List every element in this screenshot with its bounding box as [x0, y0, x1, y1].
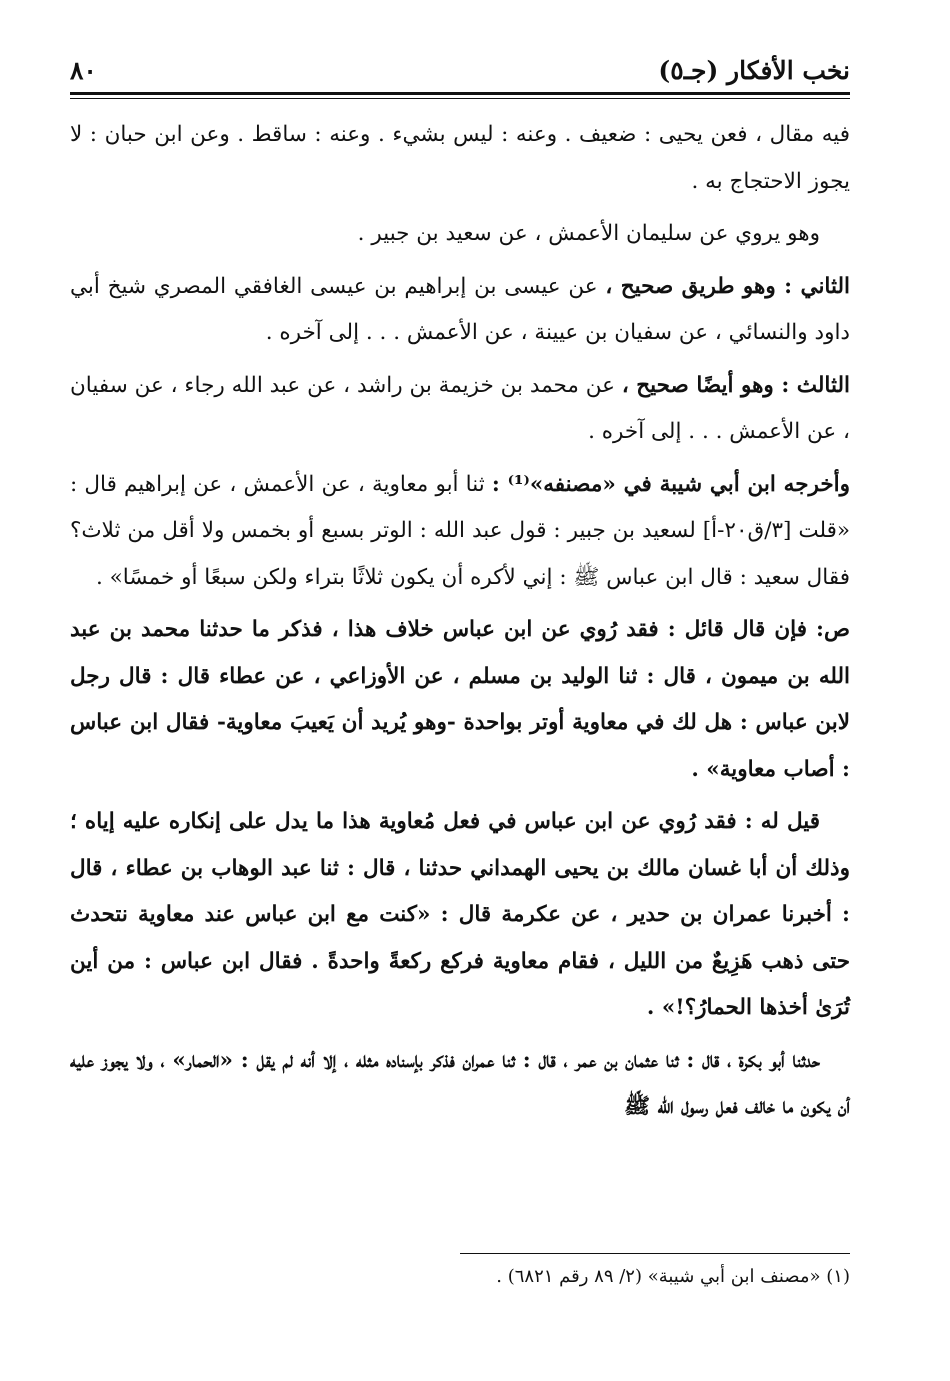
page-number: ٨٠ — [70, 56, 97, 85]
document-page — [70, 40, 850, 1340]
paragraph: الثالث : وهو أيضًا صحيح ، عن محمد بن خزيمة بن راشد ، عن عبد الله رجاء ، عن سفيان ، عن الأعمش . . . إلى آخره . — [70, 372, 850, 444]
paragraph: قيل له : فقد رُوي عن ابن عباس في فعل مُعاوية هذا ما يدل على إنكاره عليه إياه ؛ وذلك أن أبا غسان مالك بن يحيى الهمداني حدثنا ، قال : ثنا عبد الوهاب بن عطاء ، قال : أخبرنا عمران بن حدير ، عن عكرمة قال : «كنت مع ابن عباس عند معاوية نتحدث حتى ذهب هَزِيعٌ من الليل ، فقام معاوية فركع ركعةً واحدةً . فقال ابن عباس : من أين تُرَىٰ أخذها الحمارُ؟!» . — [70, 809, 850, 1020]
body-text — [70, 112, 850, 1137]
paragraph: فيه مقال ، فعن يحيى : ضعيف . وعنه : ليس بشيء . وعنه : ساقط . وعن ابن حبان : لا يجوز الاحتجاج به . — [70, 122, 850, 194]
paragraph: وأخرجه ابن أبي شيبة في «مصنفه»⁽¹⁾ : ثنا أبو معاوية ، عن الأعمش ، عن إبراهيم قال : «قلت [٣/ق٢٠-أ] لسعيد بن جبير : قول عبد الله : الوتر بسبع أو بخمس ولا أقل من ثلاث؟ فقال سعيد : قال ابن عباس ﷺ : إني لأكره أن يكون ثلاثًا بتراء ولكن سبعًا أو خمسًا» . — [70, 471, 851, 590]
paragraph: وهو يروي عن سليمان الأعمش ، عن سعيد بن جبير . — [357, 221, 820, 246]
header-rule — [70, 92, 850, 95]
paragraph: حدثنا أبو بكرة ، قال : ثنا عثمان بن عمر ، قال : ثنا عمران فذكر بإسناده مثله ، إلا أنه لم يقل : «الحمار» ، ولا يجوز عليه أن يكون ما خالف فعل رسول الله ﷺ — [70, 1047, 850, 1119]
paragraph: الثاني : وهو طريق صحيح ، عن عيسى بن إبراهيم بن عيسى الغافقي المصري شيخ أبي داود والنسائي ، عن سفيان بن عيينة ، عن الأعمش . . . إلى آخره . — [70, 273, 850, 345]
footnote: (١) «مصنف ابن أبي شيبة» (٢/ ٨٩ رقم ٦٨٢١) . — [496, 1266, 850, 1287]
paragraph: ص: فإن قال قائل : فقد رُوي عن ابن عباس خلاف هذا ، فذكر ما حدثنا محمد بن عبد الله بن ميمون ، قال : ثنا الوليد بن مسلم ، عن الأوزاعي ، عن عطاء قال : قال رجل لابن عباس : هل لك في معاوية أوتر بواحدة -وهو يُريد أن يَعيبَ معاوية- فقال ابن عباس : أصاب معاوية» . — [70, 617, 850, 782]
header-rule-thin — [70, 98, 850, 99]
page-header — [70, 56, 850, 96]
footnote-rule — [460, 1253, 850, 1254]
running-title: نخب الأفكار (جـ٥) — [658, 56, 850, 85]
